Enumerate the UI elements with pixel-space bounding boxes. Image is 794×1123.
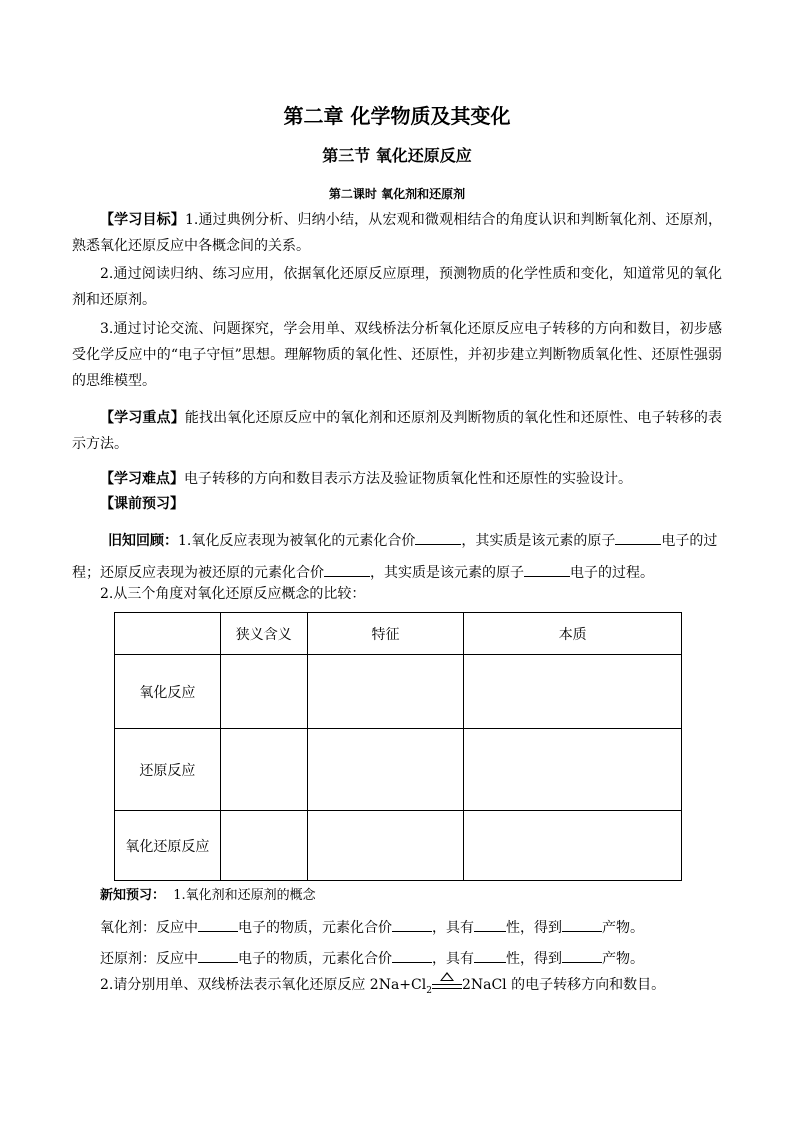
oxidant-text: 氧化剂：反应中	[100, 920, 198, 936]
review-text-1: 1.氧化反应表现为被氧化的元素化合价	[178, 533, 416, 549]
row-label: 氧化反应	[115, 655, 221, 729]
oxidant-definition	[100, 915, 644, 938]
table-header-row	[115, 613, 682, 655]
oxidant-text: ，具有	[432, 920, 474, 936]
difficulties-text: 电子转移的方向和数目表示方法及验证物质氧化性和还原性的实验设计。	[184, 471, 632, 487]
review-text-6: 电子的过程。	[570, 565, 654, 581]
key-points-label: 【学习重点】	[100, 410, 185, 426]
heat-equals-icon	[432, 978, 462, 992]
reductant-text: 性，得到	[506, 951, 562, 967]
table-row	[115, 655, 682, 729]
answer-cell[interactable]	[307, 655, 464, 729]
table-header-cell: 狭义含义	[220, 613, 307, 655]
review-line-1	[108, 528, 717, 551]
difficulties	[72, 466, 722, 492]
oxidant-text: 电子的物质，元素化合价	[238, 920, 392, 936]
answer-cell[interactable]	[464, 811, 682, 881]
equation-text: 2.请分别用单、双线桥法表示氧化还原反应 2Na+Cl	[100, 977, 427, 993]
reductant-text: 产物。	[602, 951, 644, 967]
review-text-3: 电子的过	[661, 533, 718, 549]
blank[interactable]	[562, 946, 602, 963]
reductant-definition	[100, 946, 644, 969]
blank[interactable]	[562, 915, 602, 932]
key-points	[72, 405, 722, 457]
oxidant-text: 产物。	[602, 920, 644, 936]
blank[interactable]	[474, 915, 506, 932]
objective-2: 2.通过阅读归纳、练习应用，依据氧化还原反应原理，预测物质的化学性质和变化，知道常见的氧化剂和还原剂。	[72, 266, 722, 308]
oxidant-text: 性，得到	[506, 920, 562, 936]
review-text-5: ，其实质是该元素的原子	[370, 565, 524, 581]
lesson-title: 第二课时 氧化剂和还原剂	[328, 187, 466, 201]
equation-product: 2NaCl	[461, 977, 507, 993]
objectives-label: 【学习目标】	[100, 212, 185, 228]
blank[interactable]	[524, 560, 570, 577]
equation-question	[100, 975, 665, 1001]
review-text-4: 程；还原反应表现为被还原的元素化合价	[72, 565, 324, 581]
chapter-title: 第二章 化学物质及其变化	[283, 104, 511, 128]
review-label: 旧知回顾：	[108, 533, 178, 549]
blank[interactable]	[615, 528, 661, 545]
reductant-text: 还原剂：反应中	[100, 951, 198, 967]
answer-cell[interactable]	[464, 729, 682, 811]
answer-cell[interactable]	[464, 655, 682, 729]
answer-cell[interactable]	[220, 655, 307, 729]
new-knowledge-line	[100, 886, 316, 906]
objective-1	[72, 207, 722, 259]
blank[interactable]	[324, 560, 370, 577]
comparison-table	[114, 612, 682, 881]
row-label: 氧化还原反应	[115, 811, 221, 881]
new-knowledge-label: 新知预习：	[100, 888, 166, 903]
difficulties-label: 【学习难点】	[100, 471, 184, 487]
table-header-cell: 特征	[307, 613, 464, 655]
answer-cell[interactable]	[307, 811, 464, 881]
section-title: 第三节 氧化还原反应	[322, 146, 472, 165]
blank[interactable]	[198, 946, 238, 963]
row-label: 还原反应	[115, 729, 221, 811]
answer-cell[interactable]	[307, 729, 464, 811]
reductant-text: 电子的物质，元素化合价	[238, 951, 392, 967]
reductant-text: ，具有	[432, 951, 474, 967]
blank[interactable]	[415, 528, 461, 545]
answer-cell[interactable]	[220, 729, 307, 811]
table-header-cell: 本质	[464, 613, 682, 655]
new-knowledge-item1: 1.氧化剂和还原剂的概念	[173, 888, 316, 903]
preview-label: 【课前预习】	[100, 496, 184, 512]
answer-cell[interactable]	[220, 811, 307, 881]
blank[interactable]	[474, 946, 506, 963]
blank[interactable]	[392, 946, 432, 963]
table-header-cell	[115, 613, 221, 655]
review-line-2	[72, 560, 654, 583]
table-row	[115, 811, 682, 881]
blank[interactable]	[198, 915, 238, 932]
equation-suffix: 的电子转移方向和数目。	[506, 977, 666, 993]
equation-subscript: 2	[426, 985, 432, 996]
objective-3: 3.通过讨论交流、问题探究，学会用单、双线桥法分析氧化还原反应电子转移的方向和数目，初步感受化学反应中的“电子守恒”思想。理解物质的氧化性、还原性，并初步建立判断物质氧化性、还原性强弱的思维模型。	[72, 321, 722, 389]
key-points-text: 能找出氧化还原反应中的氧化剂和还原剂及判断物质的氧化性和还原性、电子转移的表示方法。	[72, 410, 723, 452]
review-text-2: ，其实质是该元素的原子	[461, 533, 616, 549]
table-row	[115, 729, 682, 811]
objective-1-text: 1.通过典例分析、归纳小结，从宏观和微观相结合的角度认识和判断氧化剂、还原剂，熟悉氧化还原反应中各概念间的关系。	[72, 212, 723, 254]
blank[interactable]	[392, 915, 432, 932]
compare-title: 2.从三个角度对氧化还原反应概念的比较：	[100, 586, 366, 602]
